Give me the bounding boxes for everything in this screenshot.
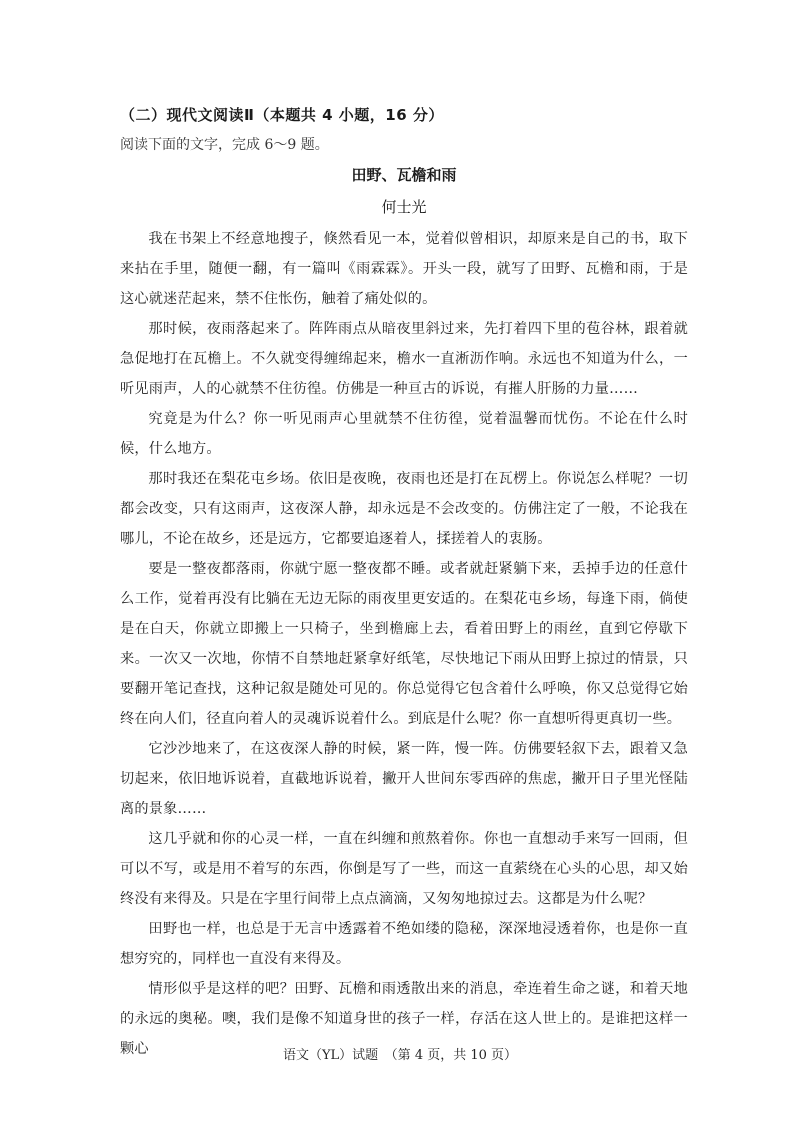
- article-paragraph: 它沙沙地来了，在这夜深人静的时候，紧一阵，慢一阵。仿佛要轻叙下去，跟着又急切起来，依旧地诉说着，直截地诉说着，撇开人世间东零西碎的焦虑，撇开日子里光怪陆离的景象……: [120, 741, 688, 817]
- article-paragraph: 要是一整夜都落雨，你就宁愿一整夜都不睡。或者就赶紧躺下来，丢掉手边的任意什么工作，觉着再没有比躺在无边无际的雨夜里更安适的。在梨花屯乡场，每逢下雨，倘使是在白天，你就立即搬上一只椅子，坐到檐廊上去，看着田野上的雨丝，直到它停歇下来。一次又一次地，你情不自禁地赶紧拿好纸笔，尽快地记下雨从田野上掠过的情景，只要翻开笔记查找，这种记叙是随处可见的。你总觉得它包含着什么呼唤，你又总觉得它始终在向人们，径直向着人的灵魂诉说着什么。到底是什么呢？你一直想听得更真切一些。: [120, 561, 688, 727]
- article-paragraph: 这几乎就和你的心灵一样，一直在纠缠和煎熬着你。你也一直想动手来写一回雨，但可以不写，或是用不着写的东西，你倒是写了一些，而这一直萦绕在心头的心思，却又始终没有来得及。只是在字里行间带上点点滴滴，又匆匆地掠过去。这都是为什么呢？: [120, 831, 688, 907]
- article-body: [120, 224, 688, 1064]
- article-paragraph: 我在书架上不经意地搜子，倏然看见一本，觉着似曾相识，却原来是自己的书，取下来拈在手里，随便一翻，有一篇叫《雨霖霖》。开头一段，就写了田野、瓦檐和雨，于是这心就迷茫起来，禁不住怅伤，触着了痛处似的。: [120, 231, 688, 307]
- article-paragraph: 究竟是为什么？你一听见雨声心里就禁不住彷徨，觉着温馨而忧伤。不论在什么时候，什么地方。: [120, 411, 688, 457]
- reading-instruction: 阅读下面的文字，完成 6～9 题。: [120, 137, 329, 153]
- section-heading: （二）现代文阅读Ⅱ（本题共 4 小题，16 分）: [120, 106, 444, 124]
- article-paragraph: 情形似乎是这样的吧？田野、瓦檐和雨透散出来的消息，牵连着生命之谜，和着天地的永远的奥秘。噢，我们是像不知道身世的孩子一样，存活在这人世上的。是谁把这样一颗心: [120, 981, 688, 1057]
- article-paragraph: 田野也一样，也总是于无言中透露着不绝如缕的隐秘，深深地浸透着你，也是你一直想穷究的，同样也一直没有来得及。: [120, 921, 688, 967]
- article-author: 何士光: [381, 198, 427, 216]
- article-paragraph: 那时我还在梨花屯乡场。依旧是夜晚，夜雨也还是打在瓦楞上。你说怎么样呢？一切都会改变，只有这雨声，这夜深人静，却永远是不会改变的。仿佛注定了一般，不论我在哪儿，不论在故乡，还是远方，它都要追逐着人，揉搓着人的衷肠。: [120, 471, 688, 547]
- article-paragraph: 那时候，夜雨落起来了。阵阵雨点从暗夜里斜过来，先打着四下里的苞谷林，跟着就急促地打在瓦檐上。不久就变得缠绵起来，檐水一直淅沥作响。永远也不知道为什么，一听见雨声，人的心就禁不住彷徨。仿佛是一种亘古的诉说，有摧人肝肠的力量……: [120, 321, 688, 397]
- article-title: 田野、瓦檐和雨: [351, 166, 457, 184]
- page-footer: 语文（YL）试题 （第 4 页，共 10 页）: [282, 1048, 518, 1063]
